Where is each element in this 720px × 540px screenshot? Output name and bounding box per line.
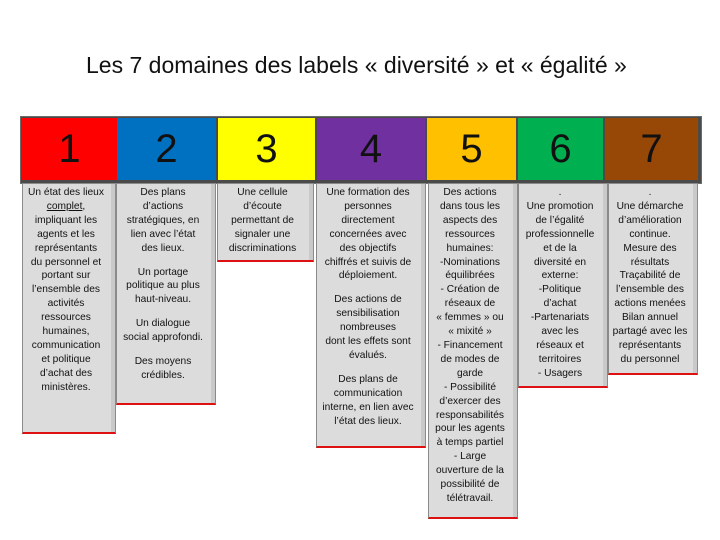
domain-paragraph: Des actions dans tous les aspects des ressources humaines: -Nominations équilibrées - Création de réseaux de « femmes » ou « mixité » - Financement de modes de garde - Possibilité d’exercer des responsabilités pour les agents à temps partiel - Large ouverture de la possibilité de télétravail. xyxy=(435,187,505,504)
domain-number: 1 xyxy=(58,126,81,171)
column-side-shade xyxy=(111,184,115,432)
domain-paragraph: Des actions de sensibilisation nombreuses dont les effets sont évalués. xyxy=(325,294,411,361)
domain-5-header xyxy=(427,118,516,180)
domain-paragraph: Un état des lieux complet, impliquant les agents et les représentants du personnel et portant sur l’ensemble des activités ressources humaines, communication et politique d’achat des ministères. xyxy=(28,187,104,393)
domain-1-description xyxy=(22,183,116,434)
domain-paragraph: Un dialogue social approfondi. xyxy=(123,318,203,344)
column-side-shade xyxy=(211,184,215,403)
column-side-shade xyxy=(693,184,697,373)
domain-7-description xyxy=(608,183,698,375)
domain-number: 3 xyxy=(255,126,278,171)
domain-number: 7 xyxy=(640,126,663,171)
domain-paragraph: . Une démarche d’amélioration continue. Mesure des résultats Traçabilité de l’ensemble des actions menées Bilan annuel partagé avec les représentants du personnel xyxy=(612,187,688,365)
column-side-shade xyxy=(421,184,425,446)
domain-paragraph: Des moyens crédibles. xyxy=(134,356,192,381)
column-side-shade xyxy=(513,184,517,517)
domain-paragraph: Une cellule d’écoute permettant de signaler une discriminations xyxy=(228,187,297,254)
domain-number: 2 xyxy=(155,126,178,171)
domain-number: 6 xyxy=(549,126,572,171)
domain-3-header xyxy=(218,118,315,180)
domain-paragraph: Une formation des personnes directement concernées avec des objectifs chiffrés et suivis de déploiement. xyxy=(324,187,412,282)
domain-paragraph: Un portage politique au plus haut-niveau. xyxy=(126,266,200,306)
domain-number: 5 xyxy=(460,126,483,171)
domain-paragraph: Des plans de communication interne, en lien avec l’état des lieux. xyxy=(322,373,414,427)
domain-1-header xyxy=(22,118,117,180)
domain-paragraph: . Une promotion de l’égalité professionnelle et de la diversité en externe: -Politique d’achat -Partenariats avec les réseaux et territoires - Usagers xyxy=(525,187,595,379)
column-side-shade xyxy=(309,184,313,260)
domain-paragraph: Des plans d’actions stratégiques, en lien avec l’état des lieux. xyxy=(126,187,200,254)
domain-3-description xyxy=(217,183,314,262)
domain-4-header xyxy=(317,118,425,180)
domain-4-description xyxy=(316,183,426,448)
domain-2-header xyxy=(117,118,216,180)
slide-title: Les 7 domaines des labels « diversité » et « égalité » xyxy=(86,52,627,78)
domain-6-description xyxy=(518,183,608,388)
underlined-word: complet xyxy=(46,200,83,212)
domain-5-description xyxy=(428,183,518,519)
column-side-shade xyxy=(603,184,607,386)
domain-7-header xyxy=(605,118,698,180)
domain-6-header xyxy=(518,118,603,180)
domain-2-description xyxy=(116,183,216,405)
domain-number: 4 xyxy=(359,126,383,171)
